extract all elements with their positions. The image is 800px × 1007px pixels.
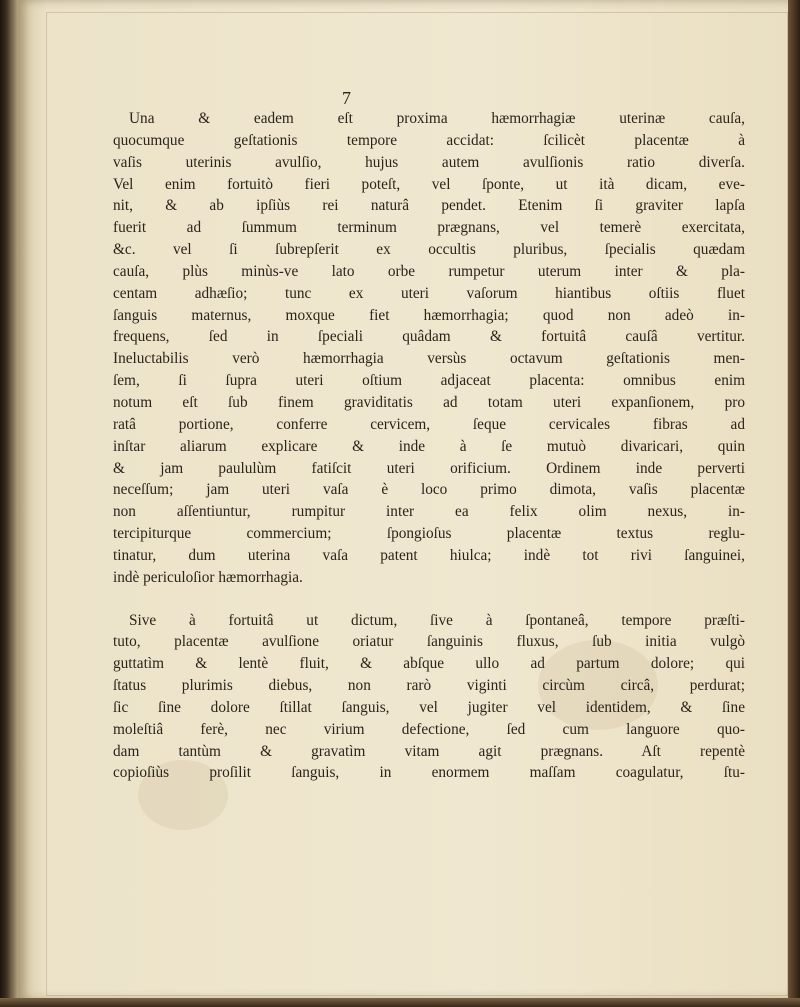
paragraph-1 (113, 108, 745, 589)
text-line: vaſis uterinis avulſio, hujus autem avulſionis ratio diverſa. (113, 153, 745, 171)
text-line: ſtatus plurimis diebus, non rarò viginti circùm circâ, perdurat; (113, 677, 745, 695)
text-line: frequens, ſed in ſpeciali quâdam & fortuitâ cauſâ vertitur. (113, 328, 745, 346)
text-line: ſic ſine dolore ſtillat ſanguis, vel jugiter vel identidem, & ſine (113, 698, 745, 716)
page-number: 7 (342, 88, 351, 108)
text-line: Sive à fortuitâ ut dictum, ſive à ſpontaneâ, tempore præſti- (129, 611, 745, 629)
text-line: non aſſentiuntur, rumpitur inter ea felix olim nexus, in- (113, 503, 745, 521)
text-line: tinatur, dum uterina vaſa patent hiulca; indè tot rivi ſanguinei, (113, 546, 745, 564)
text-line: quocumque geſtationis tempore accidat: ſcilicèt placentæ à (113, 131, 745, 149)
page-bottom-edge (0, 998, 800, 1007)
paragraph-2 (113, 610, 745, 785)
text-line: guttatìm & lentè fluit, & abſque ullo ad partum dolore; qui (113, 655, 745, 673)
text-line: cauſa, plùs minùs-ve lato orbe rumpetur uterum inter & pla- (113, 262, 745, 280)
text-line: ſem, ſi ſupra uteri oſtium adjaceat placenta: omnibus enim (113, 372, 745, 390)
text-line: neceſſum; jam uteri vaſa è loco primo dimota, vaſis placentæ (113, 481, 745, 499)
text-line: &c. vel ſi ſubrepſerit ex occultis pluribus, ſpecialis quædam (113, 241, 745, 259)
text-line: fuerit ad ſummum terminum prægnans, vel temerè exercitata, (113, 219, 745, 237)
text-line: & jam paululùm fatiſcit uteri orificium. Ordinem inde perverti (113, 459, 745, 477)
text-line: inſtar aliarum explicare & inde à ſe mutuò divaricari, quin (113, 437, 745, 455)
body-text (113, 108, 745, 784)
text-line: ratâ portione, conferre cervicem, ſeque cervicales fibras ad (113, 415, 745, 433)
text-line: Una & eadem eſt proxima hæmorrhagiæ uterinæ cauſa, (129, 110, 745, 127)
text-line: centam adhæſio; tunc ex uteri vaſorum hiantibus oſtiis fluet (113, 284, 745, 302)
text-line: tercipiturque commercium; ſpongioſus placentæ textus reglu- (113, 525, 745, 543)
text-line: Ineluctabilis verò hæmorrhagia versùs octavum geſtationis men- (113, 350, 745, 368)
text-line: copioſiùs proſilit ſanguis, in enormem maſſam coagulatur, ſtu- (113, 764, 745, 782)
text-line: nit, & ab ipſiùs rei naturâ pendet. Etenim ſi graviter lapſa (113, 197, 745, 215)
text-line: notum eſt ſub finem graviditatis ad totam uteri expanſionem, pro (113, 393, 745, 411)
text-line: tuto, placentæ avulſione oriatur ſanguinis fluxus, ſub initia vulgò (113, 633, 745, 651)
text-line: dam tantùm & gravatìm vitam agit prægnans. Aſt repentè (113, 742, 745, 760)
text-line: moleſtiâ ferè, nec virium defectione, ſed cum languore quo- (113, 720, 745, 738)
text-line: ſanguis maternus, moxque fiet hæmorrhagia; quod non adeò in- (113, 306, 745, 324)
text-line: Vel enim fortuitò fieri poteſt, vel ſponte, ut ità dicam, eve- (113, 175, 745, 193)
text-line: indè periculoſior hæmorrhagia. (113, 568, 303, 586)
page-edge (788, 0, 800, 1007)
